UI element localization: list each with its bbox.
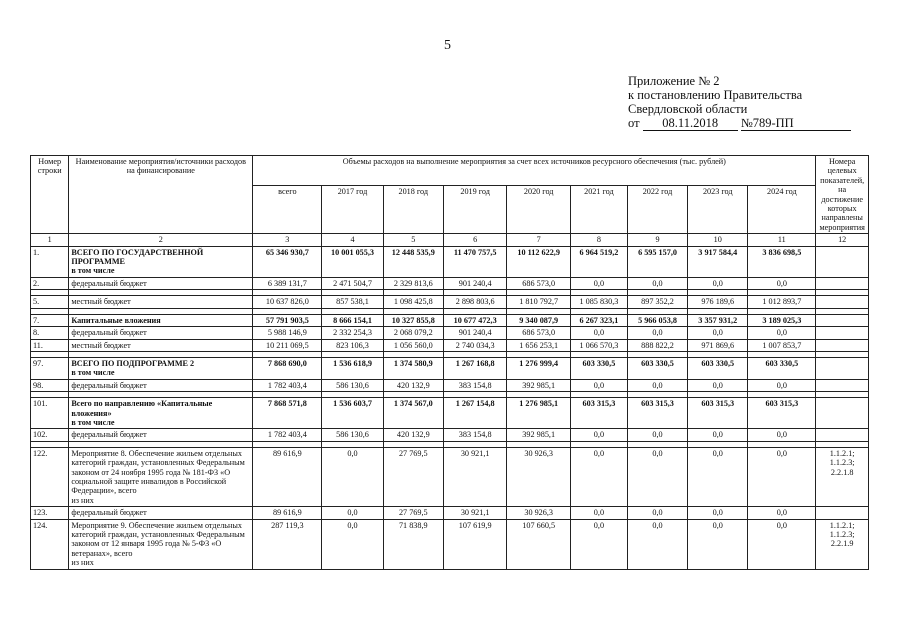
row-value: 0,0: [627, 379, 687, 391]
row-value: 383 154,8: [443, 379, 507, 391]
row-value: 1 374 567,0: [383, 398, 443, 429]
row-value: 1 007 853,7: [748, 339, 816, 351]
header-column-number: 12: [816, 234, 869, 246]
row-target-codes: [816, 398, 869, 429]
row-value: 0,0: [570, 519, 627, 569]
row-value: 8 666 154,1: [322, 314, 383, 326]
row-value: 107 660,5: [507, 519, 571, 569]
row-number: 102.: [31, 429, 69, 441]
row-value: 9 340 087,9: [507, 314, 571, 326]
row-value: 65 346 930,7: [253, 246, 322, 277]
row-value: 89 616,9: [253, 447, 322, 506]
row-name: ВСЕГО ПО ПОДПРОГРАММЕ 2: [71, 358, 195, 368]
row-subtitle: в том числе: [71, 417, 115, 427]
row-value: 420 132,9: [383, 429, 443, 441]
row-value: 10 211 069,5: [253, 339, 322, 351]
header-column-number: 11: [748, 234, 816, 246]
row-value: 383 154,8: [443, 429, 507, 441]
row-value: 603 315,3: [688, 398, 748, 429]
row-value: 971 869,6: [688, 339, 748, 351]
row-value: 10 677 472,3: [443, 314, 507, 326]
row-value: 1 267 154,8: [443, 398, 507, 429]
row-value: 0,0: [570, 429, 627, 441]
row-value: 0,0: [688, 519, 748, 569]
header-year: 2021 год: [570, 186, 627, 234]
header-year: 2018 год: [383, 186, 443, 234]
row-name-cell: [69, 429, 253, 441]
table-row: [31, 327, 869, 339]
row-name-cell: [69, 277, 253, 289]
row-number: 7.: [31, 314, 69, 326]
row-value: 10 327 855,8: [383, 314, 443, 326]
row-value: 586 130,6: [322, 379, 383, 391]
row-value: 897 352,2: [627, 296, 687, 308]
row-name-cell: [69, 246, 253, 277]
row-number: 122.: [31, 447, 69, 506]
row-value: 30 926,3: [507, 447, 571, 506]
row-subtitle: из них: [71, 495, 94, 505]
table-row: [31, 519, 869, 569]
header-column-number: 8: [570, 234, 627, 246]
row-value: 107 619,9: [443, 519, 507, 569]
row-value: 1 276 999,4: [507, 357, 571, 379]
row-value: 603 330,5: [570, 357, 627, 379]
header-year: 2017 год: [322, 186, 383, 234]
table-header-row: [31, 156, 869, 186]
appendix-region: Свердловской области: [628, 102, 748, 116]
row-target-codes: [816, 296, 869, 308]
header-column-number: 3: [253, 234, 322, 246]
table-row: [31, 447, 869, 506]
row-value: 3 357 931,2: [688, 314, 748, 326]
row-name: ВСЕГО ПО ГОСУДАРСТВЕННОЙ ПРОГРАММЕ: [71, 247, 204, 267]
row-name: местный бюджет: [71, 340, 131, 350]
row-number: 2.: [31, 277, 69, 289]
row-value: 0,0: [688, 379, 748, 391]
row-value: 1 656 253,1: [507, 339, 571, 351]
row-value: 6 267 323,1: [570, 314, 627, 326]
row-value: 12 448 535,9: [383, 246, 443, 277]
row-value: 11 470 757,5: [443, 246, 507, 277]
resolution-number: №789-ПП: [741, 116, 851, 131]
header-column-number: 7: [507, 234, 571, 246]
header-column-number: 2: [69, 234, 253, 246]
row-value: 1 536 603,7: [322, 398, 383, 429]
appendix-date-line: [628, 116, 851, 131]
row-value: 0,0: [627, 429, 687, 441]
row-value: 901 240,4: [443, 277, 507, 289]
row-value: 0,0: [688, 507, 748, 519]
row-value: 0,0: [688, 327, 748, 339]
row-name-cell: [69, 379, 253, 391]
row-number: 101.: [31, 398, 69, 429]
row-name-cell: [69, 357, 253, 379]
row-value: 2 332 254,3: [322, 327, 383, 339]
row-value: 57 791 903,5: [253, 314, 322, 326]
row-value: 0,0: [570, 327, 627, 339]
row-target-codes: [816, 429, 869, 441]
row-name: Мероприятие 9. Обеспечение жильем отдельных категорий граждан, установленных Федеральным законом от 12 января 1995 года № 5-ФЗ «О ветеранах», всего: [71, 520, 245, 558]
row-value: 5 966 053,8: [627, 314, 687, 326]
appendix-resolution: к постановлению Правительства: [628, 88, 803, 102]
row-name: федеральный бюджет: [71, 430, 147, 440]
row-target-codes: 1.1.2.1; 1.1.2.3; 2.2.1.8: [816, 447, 869, 506]
row-number: 123.: [31, 507, 69, 519]
row-value: 6 595 157,0: [627, 246, 687, 277]
row-value: 0,0: [748, 277, 816, 289]
header-row-number: Номер строки: [31, 156, 69, 234]
row-number: 97.: [31, 357, 69, 379]
table-row: [31, 507, 869, 519]
row-name: федеральный бюджет: [71, 508, 147, 518]
row-value: 0,0: [748, 507, 816, 519]
row-value: 1 056 560,0: [383, 339, 443, 351]
row-value: 3 917 584,4: [688, 246, 748, 277]
row-name-cell: [69, 314, 253, 326]
row-value: 0,0: [748, 379, 816, 391]
header-volumes: Объемы расходов на выполнение мероприятия за счет всех источников ресурсного обеспечения (тыс. рублей): [253, 156, 816, 186]
row-value: 30 926,3: [507, 507, 571, 519]
row-value: 857 538,1: [322, 296, 383, 308]
row-number: 124.: [31, 519, 69, 569]
row-value: 603 315,3: [627, 398, 687, 429]
header-year: 2023 год: [688, 186, 748, 234]
header-column-number: 1: [31, 234, 69, 246]
row-value: 27 769,5: [383, 447, 443, 506]
row-value: 1 267 168,8: [443, 357, 507, 379]
row-value: 0,0: [627, 519, 687, 569]
row-value: 0,0: [688, 277, 748, 289]
row-value: 1 276 985,1: [507, 398, 571, 429]
row-value: 0,0: [322, 447, 383, 506]
header-year: 2024 год: [748, 186, 816, 234]
header-column-number: 10: [688, 234, 748, 246]
row-value: 1 536 618,9: [322, 357, 383, 379]
header-column-number: 4: [322, 234, 383, 246]
date-prefix: от: [628, 116, 640, 130]
row-value: 686 573,0: [507, 277, 571, 289]
row-value: 603 330,5: [688, 357, 748, 379]
row-value: 603 315,3: [570, 398, 627, 429]
row-value: 30 921,1: [443, 447, 507, 506]
row-name: Мероприятие 8. Обеспечение жильем отдельных категорий граждан, установленных Федеральным законом от 24 ноября 1995 года № 181-ФЗ «О социальной защите инвалидов в Российской Федерации», всего: [71, 448, 245, 496]
row-name-cell: [69, 398, 253, 429]
header-column-number: 6: [443, 234, 507, 246]
row-name-cell: [69, 327, 253, 339]
row-value: 10 001 055,3: [322, 246, 383, 277]
row-value: 888 822,2: [627, 339, 687, 351]
row-value: 1 085 830,3: [570, 296, 627, 308]
row-name: Капитальные вложения: [71, 315, 161, 325]
row-target-codes: [816, 314, 869, 326]
row-value: 0,0: [570, 447, 627, 506]
row-subtitle: в том числе: [71, 368, 115, 378]
row-value: 0,0: [627, 447, 687, 506]
row-value: 0,0: [688, 429, 748, 441]
table-row: [31, 296, 869, 308]
row-value: 0,0: [748, 429, 816, 441]
header-year: всего: [253, 186, 322, 234]
row-value: 7 868 571,8: [253, 398, 322, 429]
row-value: 392 985,1: [507, 379, 571, 391]
row-value: 3 836 698,5: [748, 246, 816, 277]
row-value: 71 838,9: [383, 519, 443, 569]
row-value: 0,0: [627, 277, 687, 289]
row-value: 976 189,6: [688, 296, 748, 308]
row-name: федеральный бюджет: [71, 380, 147, 390]
row-value: 1 782 403,4: [253, 379, 322, 391]
row-value: 89 616,9: [253, 507, 322, 519]
row-name-cell: [69, 296, 253, 308]
row-subtitle: из них: [71, 558, 94, 568]
row-name-cell: [69, 519, 253, 569]
row-number: 5.: [31, 296, 69, 308]
expenditure-table: [30, 155, 869, 570]
row-value: 6 964 519,2: [570, 246, 627, 277]
row-value: 287 119,3: [253, 519, 322, 569]
row-value: 1 066 570,3: [570, 339, 627, 351]
header-column-number: 5: [383, 234, 443, 246]
row-value: 1 012 893,7: [748, 296, 816, 308]
row-value: 603 330,5: [627, 357, 687, 379]
row-value: 0,0: [570, 277, 627, 289]
page-number: 5: [444, 38, 451, 53]
row-value: 27 769,5: [383, 507, 443, 519]
row-value: 1 810 792,7: [507, 296, 571, 308]
row-target-codes: [816, 339, 869, 351]
table-row: [31, 398, 869, 429]
row-number: 11.: [31, 339, 69, 351]
row-value: 0,0: [627, 327, 687, 339]
header-year: 2019 год: [443, 186, 507, 234]
row-name: федеральный бюджет: [71, 328, 147, 338]
row-value: 1 782 403,4: [253, 429, 322, 441]
row-value: 0,0: [627, 507, 687, 519]
row-name: федеральный бюджет: [71, 278, 147, 288]
row-value: 5 988 146,9: [253, 327, 322, 339]
table-row: [31, 339, 869, 351]
row-value: 686 573,0: [507, 327, 571, 339]
row-value: 0,0: [688, 447, 748, 506]
row-value: 10 637 826,0: [253, 296, 322, 308]
resolution-date: 08.11.2018: [643, 116, 738, 131]
row-name-cell: [69, 339, 253, 351]
row-name: местный бюджет: [71, 297, 131, 307]
row-name-cell: [69, 507, 253, 519]
table-row: [31, 246, 869, 277]
row-number: 8.: [31, 327, 69, 339]
row-value: 586 130,6: [322, 429, 383, 441]
row-value: 392 985,1: [507, 429, 571, 441]
row-target-codes: 1.1.2.1; 1.1.2.3; 2.2.1.9: [816, 519, 869, 569]
row-value: 0,0: [322, 519, 383, 569]
row-subtitle: в том числе: [71, 266, 115, 276]
row-value: 2 329 813,6: [383, 277, 443, 289]
row-value: 10 112 622,9: [507, 246, 571, 277]
row-name: Всего по направлению «Капитальные вложения»: [71, 399, 213, 418]
row-target-codes: [816, 327, 869, 339]
table-column-numbers-row: [31, 234, 869, 246]
row-value: 2 740 034,3: [443, 339, 507, 351]
appendix-title: Приложение № 2: [628, 74, 720, 88]
row-name-cell: [69, 447, 253, 506]
appendix-block: [628, 74, 851, 131]
row-target-codes: [816, 246, 869, 277]
row-value: 0,0: [748, 327, 816, 339]
table-row: [31, 379, 869, 391]
row-number: 98.: [31, 379, 69, 391]
row-value: 0,0: [748, 447, 816, 506]
row-value: 2 898 803,6: [443, 296, 507, 308]
row-value: 7 868 690,0: [253, 357, 322, 379]
table-row: [31, 357, 869, 379]
row-target-codes: [816, 379, 869, 391]
row-value: 2 068 079,2: [383, 327, 443, 339]
header-name: Наименование мероприятия/источники расходов на финансирование: [69, 156, 253, 234]
row-value: 823 106,3: [322, 339, 383, 351]
row-value: 30 921,1: [443, 507, 507, 519]
header-year: 2020 год: [507, 186, 571, 234]
row-value: 3 189 025,3: [748, 314, 816, 326]
row-value: 2 471 504,7: [322, 277, 383, 289]
row-target-codes: [816, 357, 869, 379]
header-column-number: 9: [627, 234, 687, 246]
table-row: [31, 277, 869, 289]
row-value: 0,0: [322, 507, 383, 519]
row-target-codes: [816, 277, 869, 289]
row-value: 420 132,9: [383, 379, 443, 391]
row-value: 901 240,4: [443, 327, 507, 339]
row-value: 603 330,5: [748, 357, 816, 379]
row-value: 0,0: [748, 519, 816, 569]
table-row: [31, 314, 869, 326]
row-target-codes: [816, 507, 869, 519]
row-value: 6 389 131,7: [253, 277, 322, 289]
row-value: 0,0: [570, 379, 627, 391]
row-value: 0,0: [570, 507, 627, 519]
row-value: 1 098 425,8: [383, 296, 443, 308]
row-number: 1.: [31, 246, 69, 277]
row-value: 1 374 580,9: [383, 357, 443, 379]
header-targets: Номера целевых показателей, на достижение которых направлены мероприятия: [816, 156, 869, 234]
header-year: 2022 год: [627, 186, 687, 234]
table-row: [31, 429, 869, 441]
row-value: 603 315,3: [748, 398, 816, 429]
